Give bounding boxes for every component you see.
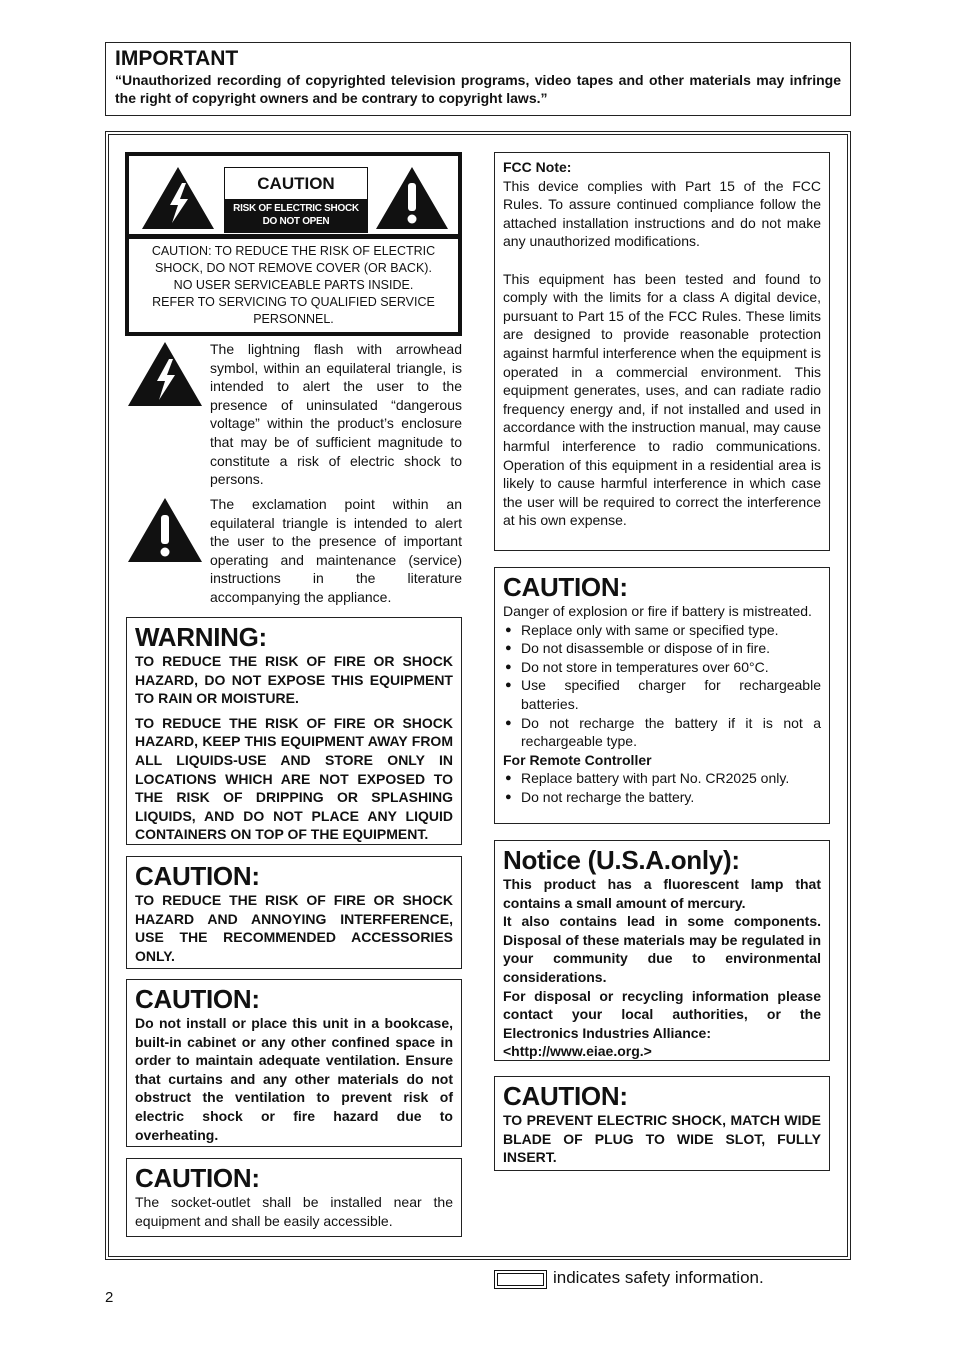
fcc-note-section — [494, 152, 830, 551]
list-item: ● Replace only with same or specified type. — [503, 621, 821, 640]
warning-heading: WARNING: — [135, 622, 267, 652]
caution-label-line: NO USER SERVICEABLE PARTS INSIDE. — [173, 278, 414, 292]
fcc-heading: FCC Note: — [503, 159, 572, 175]
caution-accessories-section — [126, 856, 462, 969]
label-divider — [129, 234, 458, 239]
caution-plate-title: CAUTION — [257, 174, 335, 193]
caution-label-line: CAUTION: TO REDUCE THE RISK OF ELECTRIC — [151, 244, 436, 258]
list-item: ● Do not recharge the battery. — [503, 788, 821, 807]
caution-label-text — [133, 243, 454, 328]
notice-para-3: For disposal or recycling information please contact your local authorities, or the Electronics Industries Alliance: — [503, 987, 821, 1041]
caution-plug-section — [494, 1076, 830, 1171]
warning-section — [126, 617, 462, 845]
remote-controller-heading: For Remote Controller — [503, 751, 652, 768]
lightning-symbol-icon — [126, 340, 204, 408]
notice-usa-section — [494, 840, 830, 1061]
caution-ventilation-text: Do not install or place this unit in a bookcase, built-in cabinet or any other confined space in order to maintain adequate ventilation. Ensure that curtains and any other materials do not obstruct the ventilation to prevent risk of electric shock or fire hazard due to overheating. — [135, 1015, 453, 1143]
caution-label-line: PERSONNEL. — [253, 312, 334, 326]
caution-socket-section — [126, 1158, 462, 1237]
fcc-para-2: This equipment has been tested and found to comply with the limits for a class A digital device, pursuant to Part 15 of the FCC Rules. These limits are designed to provide reasonable protection against harmful interference when the equipment is operated in a commercial environment. This equipment generates, uses, and can radiate radio frequency energy and, if not installed and used in accordance with the instruction manual, may cause harmful interference to radio communications. Operation of this equipment in a residential area is likely to cause harmful interference in which case the user will be required to correct the interference at his own expense. — [503, 270, 821, 529]
warning-para-2: TO REDUCE THE RISK OF FIRE OR SHOCK HAZARD, KEEP THIS EQUIPMENT AWAY FROM ALL LIQUIDS-USE AND STORE ONLY IN LOCATIONS WHICH ARE NOT EXPOSED TO THE RISK OF DRIPPING OR SPLASHING LIQUIDS, AND DO NOT PLACE ANY LIQUID CONTAINERS ON TOP OF THE EQUIPMENT. — [135, 714, 453, 843]
battery-list — [503, 621, 821, 751]
caution-heading: CAUTION: — [135, 984, 260, 1014]
important-heading: IMPORTANT — [115, 47, 239, 70]
important-text: “Unauthorized recording of copyrighted television programs, video tapes and other materials may infringe the right of copyright owners and be contrary to copyright laws.” — [115, 72, 841, 106]
caution-heading: CAUTION: — [135, 1163, 260, 1193]
remote-battery-list — [503, 769, 821, 806]
list-item: ● Do not disassemble or dispose of in fire. — [503, 639, 821, 658]
important-notice — [105, 42, 851, 116]
caution-plug-text: TO PREVENT ELECTRIC SHOCK, MATCH WIDE BLADE OF PLUG TO WIDE SLOT, FULLY INSERT. — [503, 1112, 821, 1166]
safety-legend-box-icon — [494, 1270, 547, 1289]
caution-socket-text: The socket-outlet shall be installed near the equipment and shall be easily accessible. — [135, 1194, 453, 1229]
warning-para-1: TO REDUCE THE RISK OF FIRE OR SHOCK HAZARD, DO NOT EXPOSE THIS EQUIPMENT TO RAIN OR MOISTURE. — [135, 653, 453, 707]
notice-url: <http://www.eiae.org.> — [503, 1043, 652, 1060]
list-item: ● Replace battery with part No. CR2025 only. — [503, 769, 821, 788]
list-item: ● Do not recharge the battery if it is not a rechargeable type. — [503, 714, 821, 751]
exclamation-explanation: The exclamation point within an equilateral triangle is intended to alert the user to the presence of important operating and maintenance (service) instructions in the literature accompanying the appliance. — [210, 496, 462, 605]
fcc-para-1: This device complies with Part 15 of the FCC Rules. To assure continued compliance follow the attached installation instructions and do not make any unauthorized modifications. — [503, 177, 821, 250]
caution-accessories-text: TO REDUCE THE RISK OF FIRE OR SHOCK HAZARD AND ANNOYING INTERFERENCE, USE THE RECOMMENDED ACCESSORIES ONLY. — [135, 892, 453, 964]
list-item: ● Use specified charger for rechargeable batteries. — [503, 676, 821, 713]
caution-plate-sub-line1: RISK OF ELECTRIC SHOCK — [233, 203, 359, 214]
battery-intro: Danger of explosion or fire if battery is mistreated. — [503, 603, 812, 619]
caution-plate — [224, 167, 368, 233]
caution-heading: CAUTION: — [503, 1081, 628, 1111]
caution-plate-sub-line2: DO NOT OPEN — [262, 216, 330, 227]
caution-heading: CAUTION: — [503, 572, 628, 602]
caution-ventilation-section — [126, 979, 462, 1147]
exclamation-warning-icon — [374, 165, 450, 231]
caution-plate-subtitle — [225, 199, 367, 232]
exclamation-symbol-icon — [126, 496, 204, 564]
notice-para-2: It also contains lead in some components. Disposal of these materials may be regulated in your community due to environmental considerations. — [503, 913, 821, 985]
caution-label-line: REFER TO SERVICING TO QUALIFIED SERVICE — [152, 295, 435, 309]
caution-battery-section — [494, 567, 830, 824]
list-item: ● Do not store in temperatures over 60°C. — [503, 658, 821, 677]
page-number: 2 — [105, 1289, 114, 1306]
safety-legend-text: indicates safety information. — [553, 1268, 764, 1287]
caution-label-line: SHOCK, DO NOT REMOVE COVER (OR BACK). — [155, 261, 432, 275]
lightning-explanation: The lightning flash with arrowhead symbol, within an equilateral triangle, is intended to alert the user to the presence of uninsulated “dangerous voltage” within the product’s enclosure that may be of sufficient magnitude to constitute a risk of electric shock to persons. — [210, 341, 462, 488]
caution-heading: CAUTION: — [135, 861, 260, 891]
lightning-warning-icon — [140, 165, 216, 231]
notice-para-1: This product has a fluorescent lamp that contains a small amount of mercury. — [503, 876, 821, 911]
caution-label — [125, 152, 462, 336]
notice-heading: Notice (U.S.A.only): — [503, 845, 740, 875]
